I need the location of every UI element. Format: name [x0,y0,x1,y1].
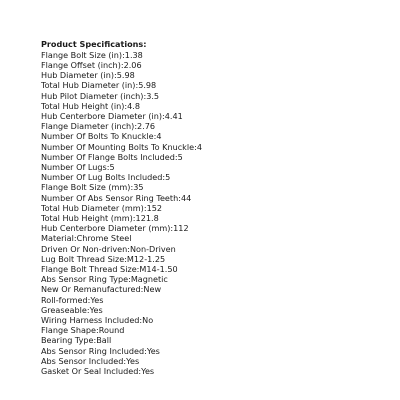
spec-label: Number Of Abs Sensor Ring Teeth: [41,192,181,203]
spec-line [41,172,202,182]
spec-line [41,346,202,356]
spec-label: Hub Centerbore Diameter (in): [41,111,165,122]
spec-label: Lug Bolt Thread Size: [41,253,127,264]
spec-label: Hub Centerbore Diameter (mm): [41,223,174,234]
spec-line [41,284,202,294]
spec-line [41,366,202,376]
spec-line [41,264,202,274]
spec-line [41,223,202,233]
spec-label: Number Of Lug Bolts Included: [41,172,166,183]
spec-value: 44 [180,192,192,203]
spec-label: Flange Bolt Thread Size: [41,264,140,275]
spec-value: 5 [165,172,171,183]
spec-value: Ball [96,335,112,346]
spec-label: Material: [41,233,77,244]
spec-value: 1.38 [124,49,143,60]
spec-label: Bearing Type: [41,335,97,346]
spec-value: 4 [196,141,202,152]
spec-value: 152 [146,202,163,213]
spec-line [41,101,202,111]
spec-line [41,131,202,141]
spec-label: Flange Bolt Size (in): [41,49,125,60]
spec-line [41,274,202,284]
spec-value: M14-1.50 [139,264,178,275]
spec-line [41,80,202,90]
spec-label: Hub Pilot Diameter (inch): [41,90,147,101]
spec-label: Gasket Or Seal Included: [41,366,142,377]
spec-line [41,305,202,315]
spec-value: Yes [89,304,103,315]
spec-line [41,70,202,80]
spec-label: Hub Diameter (in): [41,70,117,81]
spec-line [41,193,202,203]
spec-value: 5.98 [116,70,135,81]
spec-value: No [142,315,154,326]
spec-line [41,213,202,223]
spec-line [41,182,202,192]
spec-value: 4.41 [164,111,183,122]
spec-value: 35 [133,182,144,193]
spec-title: Product Specifications: [41,39,147,49]
spec-value: Non-Driven [129,243,176,254]
spec-value: 2.06 [123,60,142,70]
spec-label: Flange Bolt Size (mm): [41,182,134,193]
spec-label: Wiring Harness Included: [41,315,143,326]
spec-label: Flange Offset (inch): [41,60,124,70]
spec-label: Total Hub Height (in): [41,100,128,111]
spec-list [41,50,202,377]
spec-value: 5 [109,162,115,173]
spec-value: Magnetic [130,274,168,285]
spec-value: 4.8 [127,100,141,111]
spec-label: Greaseable: [41,304,90,315]
spec-value: Yes [141,366,155,377]
spec-value: 2.76 [137,121,156,132]
product-specifications [41,39,202,376]
spec-label: Number Of Lugs: [41,162,110,173]
spec-line [41,356,202,366]
spec-line [41,152,202,162]
spec-label: Abs Sensor Ring Included: [41,345,147,356]
spec-value: 5 [177,151,183,162]
spec-line [41,315,202,325]
spec-value: 112 [173,223,189,234]
spec-value: 5.98 [138,80,157,91]
spec-label: Total Hub Diameter (mm): [41,202,147,213]
spec-line [41,91,202,101]
spec-line [41,142,202,152]
spec-line [41,203,202,213]
spec-label: Flange Diameter (inch): [41,121,138,132]
spec-label: Abs Sensor Included: [41,355,127,366]
spec-value: 4 [156,131,162,142]
spec-label: Total Hub Height (mm): [41,213,136,224]
spec-value: Chrome Steel [76,233,132,244]
spec-line [41,254,202,264]
spec-value: 3.5 [146,90,160,101]
spec-line [41,244,202,254]
spec-label: Abs Sensor Ring Type: [41,274,131,285]
spec-value: Yes [146,345,160,356]
spec-value: New [143,284,162,295]
spec-value: Yes [126,355,140,366]
spec-line [41,295,202,305]
spec-value: M12-1.25 [126,253,166,264]
spec-label: Number Of Flange Bolts Included: [41,151,178,162]
spec-label: Roll-formed: [41,294,91,305]
spec-line [41,335,202,345]
spec-line [41,50,202,60]
spec-line [41,121,202,131]
spec-label: New Or Remanufactured: [41,284,144,295]
spec-line [41,111,202,121]
spec-label: Number Of Mounting Bolts To Knuckle: [41,141,197,152]
spec-line [41,233,202,243]
spec-value: Round [98,325,125,336]
spec-label: Total Hub Diameter (in): [41,80,139,91]
spec-line [41,60,202,70]
spec-label: Driven Or Non-driven: [41,243,130,254]
spec-line [41,162,202,172]
spec-label: Number Of Bolts To Knuckle: [41,131,157,142]
spec-value: Yes [90,294,104,305]
spec-label: Flange Shape: [41,325,99,336]
spec-line [41,325,202,335]
spec-value: 121.8 [135,213,159,224]
